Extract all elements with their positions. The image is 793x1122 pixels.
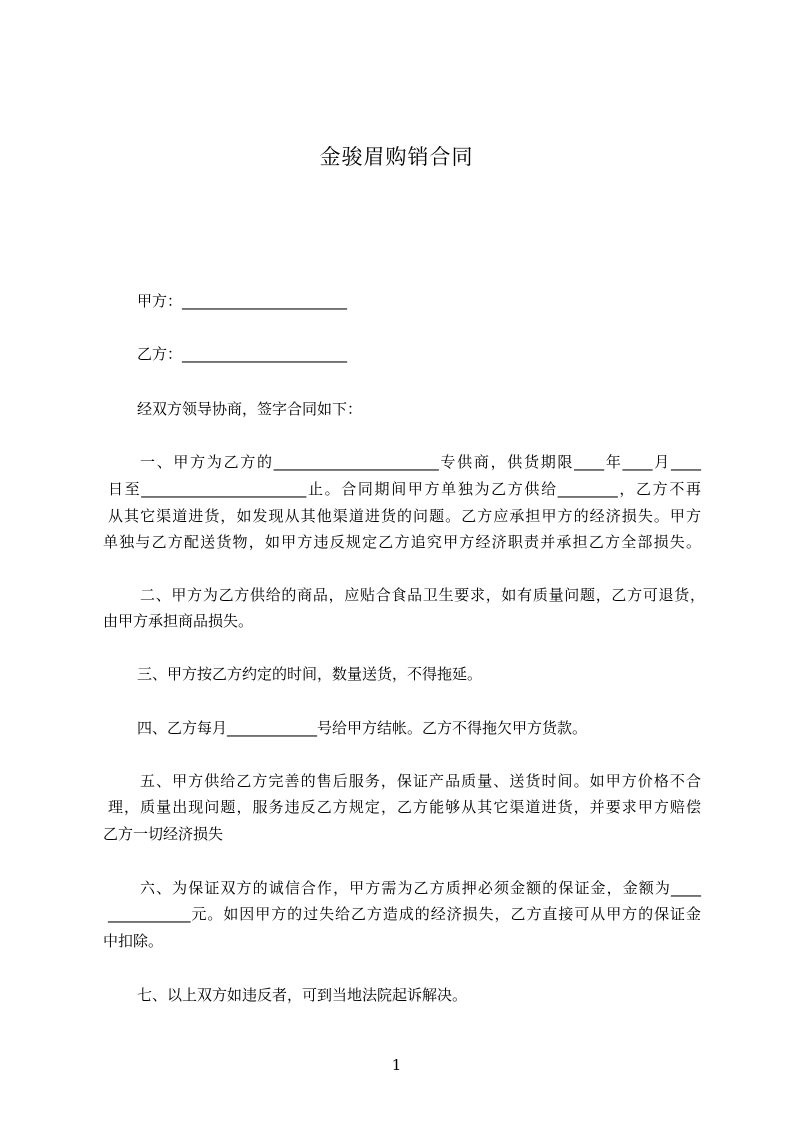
clause-7: 七、以上双方如违反者，可到当地法院起诉解决。 bbox=[137, 986, 468, 1004]
party-b-line: 乙方：______________________ bbox=[137, 345, 348, 363]
clause-4: 四、乙方每月____________号给甲方结帐。乙方不得拖欠甲方货款。 bbox=[137, 719, 588, 737]
clause-5-line: 乙方一切经济损失 bbox=[103, 825, 224, 843]
page-number: 1 bbox=[391, 1056, 402, 1074]
party-a-line: 甲方：______________________ bbox=[137, 292, 348, 310]
clause-1-line: 从其它渠道进货，如发现从其他渠道进货的问题。乙方应承担甲方的经济损失。甲方 bbox=[108, 507, 701, 525]
intro-paragraph: 经双方领导协商，签字合同如下： bbox=[137, 400, 363, 418]
clause-2-line: 由甲方承担商品损失。 bbox=[103, 612, 254, 630]
clause-2-line: 二、甲方为乙方供给的商品，应贴合食品卫生要求，如有质量问题，乙方可退货， bbox=[140, 586, 705, 604]
document-title: 金骏眉购销合同 bbox=[319, 145, 474, 169]
clause-1-line: 单独与乙方配送货物，如甲方违反规定乙方追究甲方经济职责并承担乙方全部损失。 bbox=[103, 533, 701, 551]
clause-6-line: 六、为保证双方的诚信合作，甲方需为乙方质押必须金额的保证金，金额为____ bbox=[140, 879, 701, 897]
clause-6-line: ___________元。如因甲方的过失给乙方造成的经济损失，乙方直接可从甲方的保证金 bbox=[108, 905, 701, 923]
clause-3: 三、甲方按乙方约定的时间，数量送货，不得拖延。 bbox=[137, 665, 483, 683]
clause-5-line: 理，质量出现问题，服务违反乙方规定，乙方能够从其它渠道进货，并要求甲方赔偿 bbox=[108, 798, 701, 816]
clause-1-line: 日至______________________止。合同期间甲方单独为乙方供给________，乙方不再 bbox=[108, 480, 701, 498]
clause-5-line: 五、甲方供给乙方完善的售后服务，保证产品质量、送货时间。如甲方价格不合 bbox=[140, 772, 701, 790]
clause-6-line: 中扣除。 bbox=[103, 932, 164, 950]
clause-1-line: 一、甲方为乙方的______________________专供商，供货期限____年____月____ bbox=[140, 453, 701, 471]
